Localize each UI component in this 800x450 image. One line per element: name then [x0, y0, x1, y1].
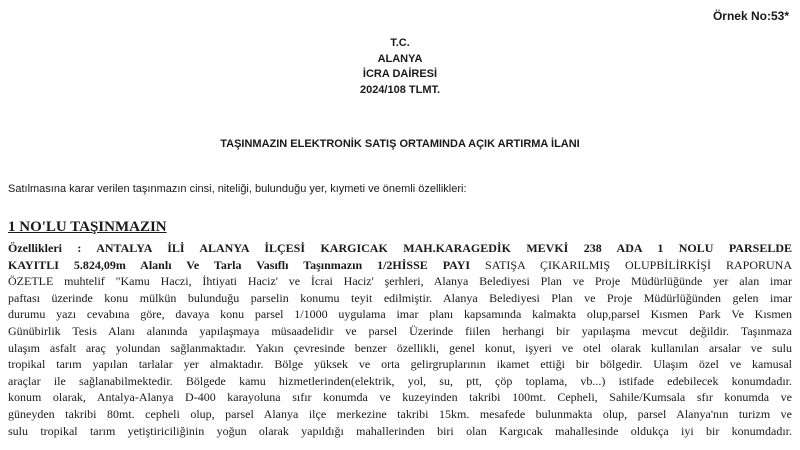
property-line-text: ÖZETLE muhtelif "Kamu Haczi, İhtiyati Haciz' ve İcrai Haciz' şerhleri, Alanya Belediyesi Plan ve Proje Müdürlüğünde yer alan imar — [8, 274, 792, 289]
property-line-text: sulu tropikal tarım yetiştiriciliğinin yoğun olarak yapıldığı mahallerinden biri olan Kargıcak mahallesinde oldukça iyi bir konumdadır. — [8, 423, 792, 438]
property-line-text: paftası üzerinde konu mülkün bulunduğu parselin konumu teyit edilmiştir. Alanya Belediyesi Plan ve Proje Müdürlüğünden gelen imar — [8, 290, 792, 305]
property-line-bold: KAYITLI 5.824,09m Alanlı Ve Tarla Vasıflı Taşınmazın 1/2HİSSE PAYI — [8, 257, 471, 272]
sample-number: Örnek No:53* — [712, 9, 789, 23]
property-line — [8, 373, 792, 390]
property-line — [8, 290, 792, 307]
header-file-number: 2024/108 TLMT. — [359, 83, 441, 96]
property-line-text: ulaşım asfalt araç yolundan sağlanmaktadır. Yakın çevresinde benzer özellikli, genel konut, işyeri ve otel olarak kullanılan arsalar ve sulu — [8, 340, 792, 355]
property-line — [8, 273, 792, 290]
document-header — [0, 36, 800, 98]
header-city: ALANYA — [377, 52, 423, 65]
intro-text: Satılmasına karar verilen taşınmazın cinsi, niteliği, bulunduğu yer, kıymeti ve önemli özellikleri: — [8, 183, 467, 195]
property-line — [8, 257, 792, 274]
header-country: T.C. — [390, 37, 410, 49]
header-office: İCRA DAİRESİ — [362, 68, 438, 80]
property-description — [8, 240, 792, 439]
property-line — [8, 356, 792, 373]
property-line-bold: Özellikleri : ANTALYA İLİ ALANYA İLÇESİ KARGICAK MAH.KARAGEDİK MEVKİ 238 ADA 1 NOLU PARSELDE — [8, 241, 792, 255]
property-heading: 1 NO'LU TAŞINMAZIN — [8, 219, 167, 235]
notice-title: TAŞINMAZIN ELEKTRONİK SATIŞ ORTAMINDA AÇIK ARTIRMA İLANI — [220, 138, 580, 150]
property-line-text: konum olarak, Antalya-Alanya D-400 karayoluna sıfır konumda ve kuzeyinden takribi 100mt. Cepheli, Sahile/Kumsala sfır konumda ve — [8, 390, 792, 405]
property-line-text: Günübirlik Tesis Alanı alanında yapılaşmaya müsaadelidir ve parsel Üzerinde fiilen herhangi bir yapılaşma mevcut değildir. Taşınmaza — [8, 323, 792, 338]
property-line — [8, 340, 792, 357]
property-line-text: araçlar ile sağlanabilmektedir. Bölgede kamu hizmetlerinden(elektrik, yol, su, ptt, çöp toplama, vb...) istifade edebilecek konumdadır. — [8, 373, 792, 388]
property-line — [8, 406, 792, 423]
property-line — [8, 306, 792, 323]
property-line-text: güneyden takribi 80mt. cepheli olup, parsel Alanya ilçe merkezine takribi 15km. mesafede bulunmakta olup, parsel Alanya'nın turizm ve — [8, 406, 792, 421]
property-line — [8, 423, 792, 440]
property-line — [8, 323, 792, 340]
property-line — [8, 240, 792, 257]
property-line — [8, 389, 792, 406]
property-line-text: SATIŞA ÇIKARILMIŞ OLUPBİLİRKİŞİ RAPORUNA — [470, 257, 792, 272]
property-line-text: durumu yazı cevabına göre, davaya konu parsel 1/1000 uygulama imar planı kapsamında kalmakta olup,parsel Kısmen Park Ve Kısmen — [8, 307, 792, 322]
property-line-text: tropikal tarım yapılan tarlalar yer almaktadır. Bölge yüksek ve orta gelirgruplarının ikamet ettiği bir bölgedir. Ulaşım özel ve kamusal — [8, 357, 792, 372]
